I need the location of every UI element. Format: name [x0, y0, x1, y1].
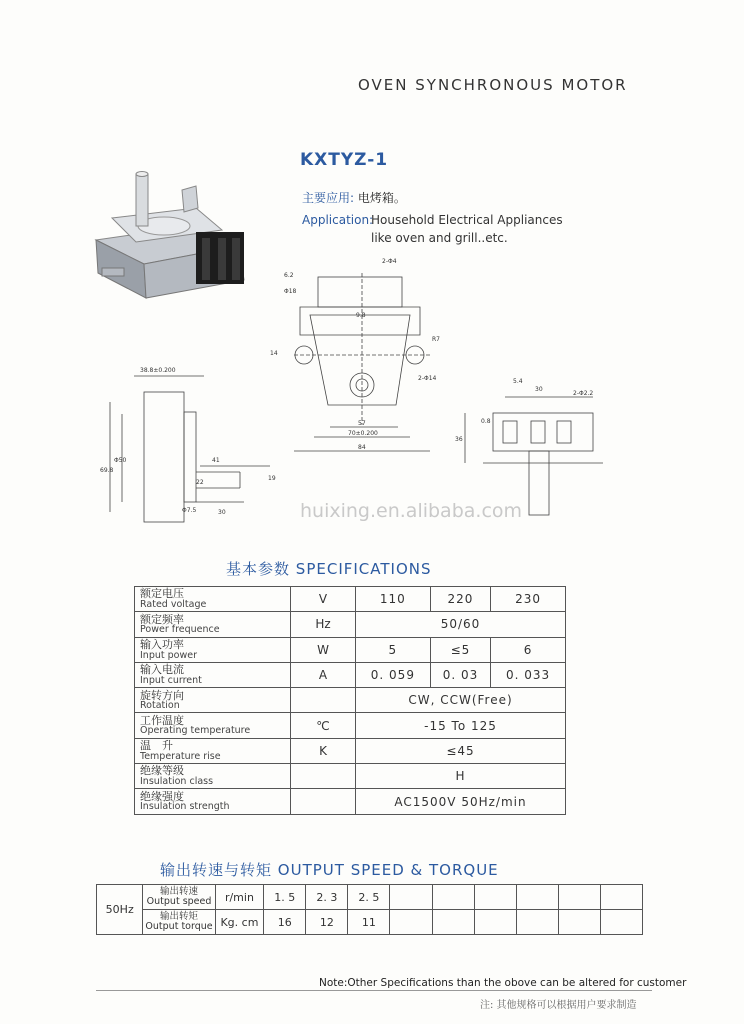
table-row [135, 764, 566, 789]
spec-value: 5 [356, 637, 431, 662]
spec-value: 230 [491, 587, 566, 612]
dim-label: 38.8±0.200 [140, 367, 176, 374]
speed-label-en: Output speed [146, 896, 212, 907]
spec-name-en: Input power [140, 649, 197, 661]
spec-name [135, 662, 291, 687]
torque-value: 11 [348, 910, 390, 935]
specifications-title [226, 558, 432, 579]
footer-divider [96, 990, 652, 991]
torque-value [558, 910, 600, 935]
spec-unit: ℃ [291, 713, 356, 738]
speed-value [474, 885, 516, 910]
model-number: KXTYZ-1 [300, 150, 389, 170]
speed-unit: r/min [215, 885, 264, 910]
torque-value [432, 910, 474, 935]
spec-unit: Hz [291, 612, 356, 637]
dim-label: 14 [270, 350, 278, 357]
dim-label: 2-Φ2.2 [573, 390, 594, 397]
spec-name-en: Rotation [140, 700, 180, 712]
spec-name [135, 637, 291, 662]
front-view-drawing [270, 255, 445, 465]
spec-name-cn: 旋转方向 [140, 688, 184, 702]
application-line-1: Household Electrical Appliances [371, 213, 563, 227]
dim-label: Φ18 [284, 288, 297, 295]
dim-label: 0.8 [481, 418, 491, 425]
spec-value: -15 To 125 [356, 713, 566, 738]
spec-name-en: Power frequence [140, 624, 220, 636]
spec-value: 0. 033 [491, 662, 566, 687]
speed-label [143, 885, 215, 910]
dim-label: 41 [212, 457, 220, 464]
spec-name-en: Temperature rise [140, 750, 221, 762]
dim-label: 30 [535, 386, 543, 393]
spec-name [135, 688, 291, 713]
spec-name-en: Insulation strength [140, 801, 230, 813]
dim-label: Φ7.5 [182, 507, 197, 514]
torque-title-cn: 输出转速与转矩 [160, 861, 273, 879]
spec-name [135, 587, 291, 612]
spec-name-en: Input current [140, 674, 202, 686]
spec-name-cn: 额定频率 [140, 612, 184, 626]
spec-name-cn: 输入电流 [140, 663, 184, 677]
table-row [135, 637, 566, 662]
spec-name [135, 713, 291, 738]
dim-label: 6.2 [284, 272, 294, 279]
footer-note: Note:Other Specifications than the obove can be altered for customer [319, 977, 687, 989]
spec-name-en: Operating temperature [140, 725, 251, 737]
table-row [135, 662, 566, 687]
spec-value: CW, CCW(Free) [356, 688, 566, 713]
table-row [135, 612, 566, 637]
torque-title-en: OUTPUT SPEED & TORQUE [277, 861, 499, 879]
dim-label: 2-Φ14 [418, 375, 437, 382]
spec-unit [291, 789, 356, 814]
document-title: OVEN SYNCHRONOUS MOTOR [358, 76, 628, 94]
usage-cn-value: 电烤箱。 [357, 191, 406, 205]
spec-value: 0. 059 [356, 662, 431, 687]
dim-label: R7 [432, 336, 440, 343]
dim-label: 30 [218, 509, 226, 516]
dim-label: 22 [196, 479, 204, 486]
side-view-drawing [100, 362, 280, 532]
usage-cn-label: 主要应用: [302, 191, 355, 205]
spec-name-cn: 工作温度 [140, 713, 184, 727]
spec-name-cn: 温 升 [140, 739, 173, 753]
spec-value: ≤5 [430, 637, 490, 662]
dim-label: 2-Φ4 [382, 258, 397, 265]
spec-name [135, 764, 291, 789]
spec-unit: A [291, 662, 356, 687]
speed-value [600, 885, 642, 910]
spec-value: 110 [356, 587, 431, 612]
dim-label: 69.8 [100, 467, 114, 474]
spec-name-cn: 额定电压 [140, 587, 184, 601]
torque-value [390, 910, 432, 935]
torque-title [160, 859, 499, 880]
torque-label-en: Output torque [145, 921, 213, 932]
spec-name-en: Rated voltage [140, 598, 207, 610]
dim-label: 84 [358, 444, 366, 451]
spec-value: ≤45 [356, 738, 566, 763]
table-row [135, 688, 566, 713]
speed-value: 2. 5 [348, 885, 390, 910]
spec-name-cn: 绝缘等级 [140, 764, 184, 778]
spec-name-en: Insulation class [140, 776, 214, 788]
table-row [135, 713, 566, 738]
speed-value [390, 885, 432, 910]
spec-name-cn: 输入功率 [140, 637, 184, 651]
torque-value: 12 [306, 910, 348, 935]
spec-name [135, 612, 291, 637]
specifications-title-en: SPECIFICATIONS [295, 560, 432, 578]
application-label: Application: [302, 213, 374, 227]
table-row [135, 789, 566, 814]
frequency-cell: 50Hz [97, 885, 143, 935]
table-row [97, 885, 643, 910]
speed-value: 1. 5 [264, 885, 306, 910]
spec-value: H [356, 764, 566, 789]
footer-note-cn: 注: 其他规格可以根据用户要求制造 [480, 1000, 637, 1011]
dim-label: 36 [455, 436, 463, 443]
torque-label-cn: 输出转矩 [160, 911, 199, 923]
speed-value [558, 885, 600, 910]
spec-unit: V [291, 587, 356, 612]
spec-value: 50/60 [356, 612, 566, 637]
dim-label: 19 [268, 475, 276, 482]
spec-name [135, 789, 291, 814]
torque-value: 16 [264, 910, 306, 935]
torque-unit: Kg. cm [215, 910, 264, 935]
specifications-table [134, 586, 566, 815]
speed-torque-table [96, 884, 643, 935]
table-row [135, 587, 566, 612]
spec-value: 6 [491, 637, 566, 662]
speed-value [432, 885, 474, 910]
spec-value: 220 [430, 587, 490, 612]
motor-photo [84, 168, 274, 328]
spec-unit: K [291, 738, 356, 763]
usage-cn [302, 189, 406, 206]
dim-label: 9.8 [356, 312, 366, 319]
table-row [97, 910, 643, 935]
table-row [135, 738, 566, 763]
spec-unit [291, 688, 356, 713]
spec-unit [291, 764, 356, 789]
dim-label: Φ50 [114, 457, 127, 464]
spec-name [135, 738, 291, 763]
torque-value [516, 910, 558, 935]
spec-unit: W [291, 637, 356, 662]
watermark: huixing.en.alibaba.com [300, 500, 523, 522]
spec-name-cn: 绝缘强度 [140, 789, 184, 803]
speed-label-cn: 输出转速 [160, 886, 199, 898]
dim-label: 57 [358, 420, 366, 427]
application-line-2: like oven and grill..etc. [371, 231, 508, 245]
torque-value [474, 910, 516, 935]
speed-value: 2. 3 [306, 885, 348, 910]
dim-label: 5.4 [513, 378, 523, 385]
dim-label: 70±0.200 [348, 430, 378, 437]
specifications-title-cn: 基本参数 [226, 560, 291, 578]
speed-value [516, 885, 558, 910]
spec-value: AC1500V 50Hz/min [356, 789, 566, 814]
torque-label [143, 910, 215, 935]
torque-value [600, 910, 642, 935]
spec-value: 0. 03 [430, 662, 490, 687]
